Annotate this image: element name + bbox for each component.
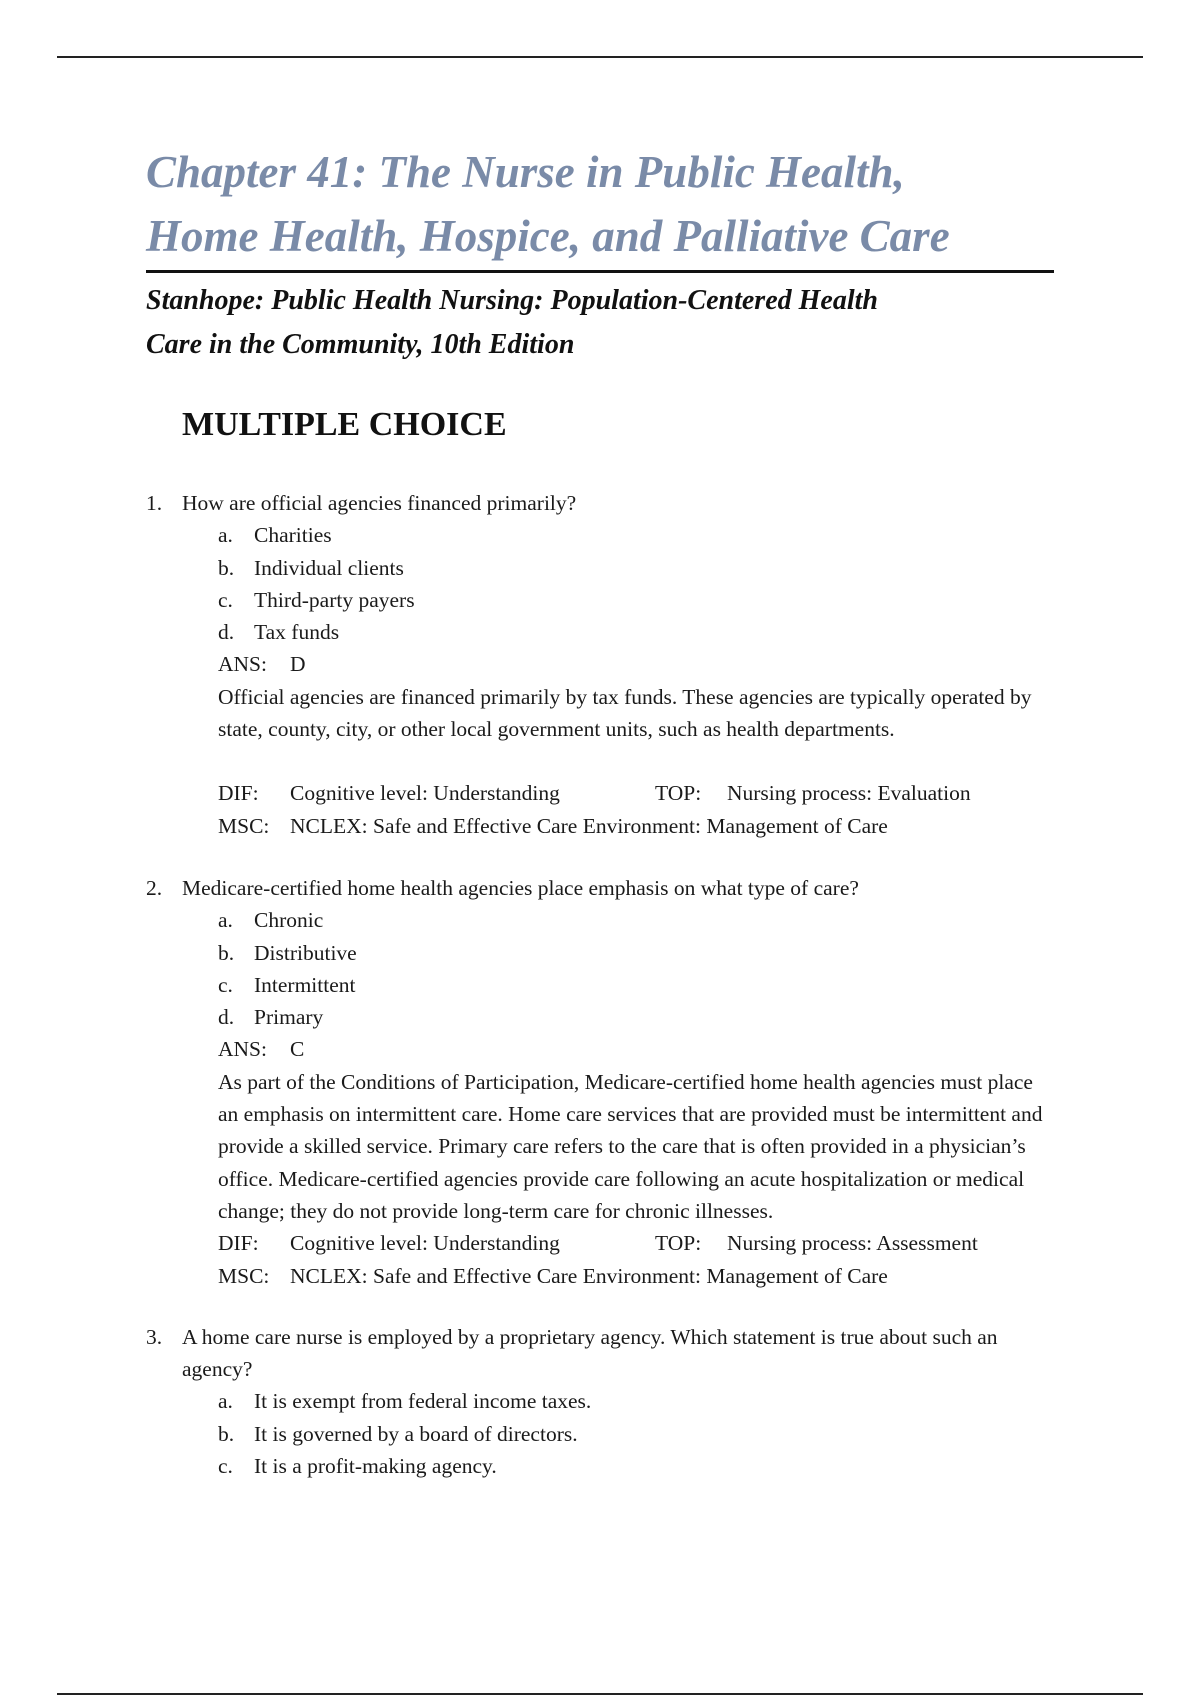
option-text: It is governed by a board of directors. [254,1421,578,1446]
top-value: Nursing process: Assessment [727,1231,978,1256]
answer-label: ANS: [218,1037,267,1062]
chapter-title-line-1: Chapter 41: The Nurse in Public Health, [146,147,905,197]
dif-label: DIF: [218,781,259,806]
section-heading: MULTIPLE CHOICE [182,406,507,443]
option-text: Distributive [254,940,357,965]
option-letter: d. [218,620,235,645]
option-letter: c. [218,972,233,997]
question-number: 1. [146,491,163,515]
option-a [218,519,1066,551]
option-d [218,616,1066,648]
document-content [146,140,1066,1482]
question-number: 3. [146,1324,163,1349]
answer-label: ANS: [218,652,267,677]
option-letter: b. [218,1421,235,1446]
spacer [218,745,1066,777]
chapter-title [146,140,1066,268]
option-text: Third-party payers [254,587,415,612]
question-number: 2. [146,875,163,900]
dif-value: Cognitive level: Understanding [290,1231,560,1256]
msc-label: MSC: [218,813,270,838]
msc-value: NCLEX: Safe and Effective Care Environment: Management of Care [290,813,888,838]
option-b [218,937,1066,969]
option-letter: b. [218,940,235,965]
option-b [218,1418,1066,1450]
top-page-rule [57,56,1143,58]
option-letter: b. [218,555,235,580]
option-text: Chronic [254,908,324,933]
question-stem: A home care nurse is employed by a proprietary agency. Which statement is true about such an agency? [182,1324,998,1382]
option-text: Charities [254,523,332,548]
question-body [218,1385,1066,1482]
chapter-title-line-2: Home Health, Hospice, and Palliative Care [146,211,950,261]
option-letter: a. [218,1389,233,1414]
option-letter: a. [218,908,233,933]
dif-label: DIF: [218,1231,259,1256]
answer-value: D [290,652,306,677]
question-2 [146,872,1066,1292]
option-b [218,552,1066,584]
question-stem: Medicare-certified home health agencies place emphasis on what type of care? [182,875,859,900]
dif-top-row [218,1227,1066,1259]
question-3 [146,1321,1066,1482]
top-label: TOP: [655,781,702,806]
answer-key [218,648,1066,680]
answer-key [218,1033,1066,1065]
top-label: TOP: [655,1231,702,1256]
question-body [218,519,1066,842]
book-subtitle [146,279,1066,367]
option-letter: c. [218,1454,233,1479]
option-text: Intermittent [254,972,356,997]
option-letter: d. [218,1005,235,1030]
subtitle-line-2: Care in the Community, 10th Edition [146,329,575,360]
option-c [218,1450,1066,1482]
option-text: It is exempt from federal income taxes. [254,1389,592,1414]
bottom-page-rule [57,1693,1143,1695]
option-text: Primary [254,1005,324,1030]
dif-value: Cognitive level: Understanding [290,781,560,806]
title-underline [146,270,1054,273]
msc-row [218,810,1066,842]
dif-top-row [218,777,1066,809]
option-text: It is a profit-making agency. [254,1454,497,1479]
msc-row [218,1260,1066,1292]
option-c [218,969,1066,1001]
msc-label: MSC: [218,1263,270,1288]
option-letter: a. [218,523,233,548]
option-c [218,584,1066,616]
option-text: Tax funds [254,620,340,645]
subtitle-line-1: Stanhope: Public Health Nursing: Population-Centered Health [146,285,878,316]
question-stem: How are official agencies financed primarily? [182,491,577,515]
answer-rationale: Official agencies are financed primarily by tax funds. These agencies are typically operated by state, county, city, or other local government units, such as health departments. [218,684,1032,742]
option-text: Individual clients [254,555,404,580]
top-value: Nursing process: Evaluation [727,781,971,806]
question-body [218,904,1066,1292]
option-d [218,1001,1066,1033]
question-1 [146,487,1066,842]
option-a [218,1385,1066,1417]
msc-value: NCLEX: Safe and Effective Care Environment: Management of Care [290,1263,888,1288]
option-a [218,904,1066,936]
option-letter: c. [218,587,233,612]
answer-rationale: As part of the Conditions of Participation, Medicare-certified home health agencies must place an emphasis on intermittent care. Home care services that are provided must be intermittent and provide a skilled service. Primary care refers to the care that is often provided in a physician’s office. Medicare-certified agencies provide care following an acute hospitalization or medical change; they do not provide long-term care for chronic illnesses. [218,1069,1043,1223]
answer-value: C [290,1037,305,1062]
